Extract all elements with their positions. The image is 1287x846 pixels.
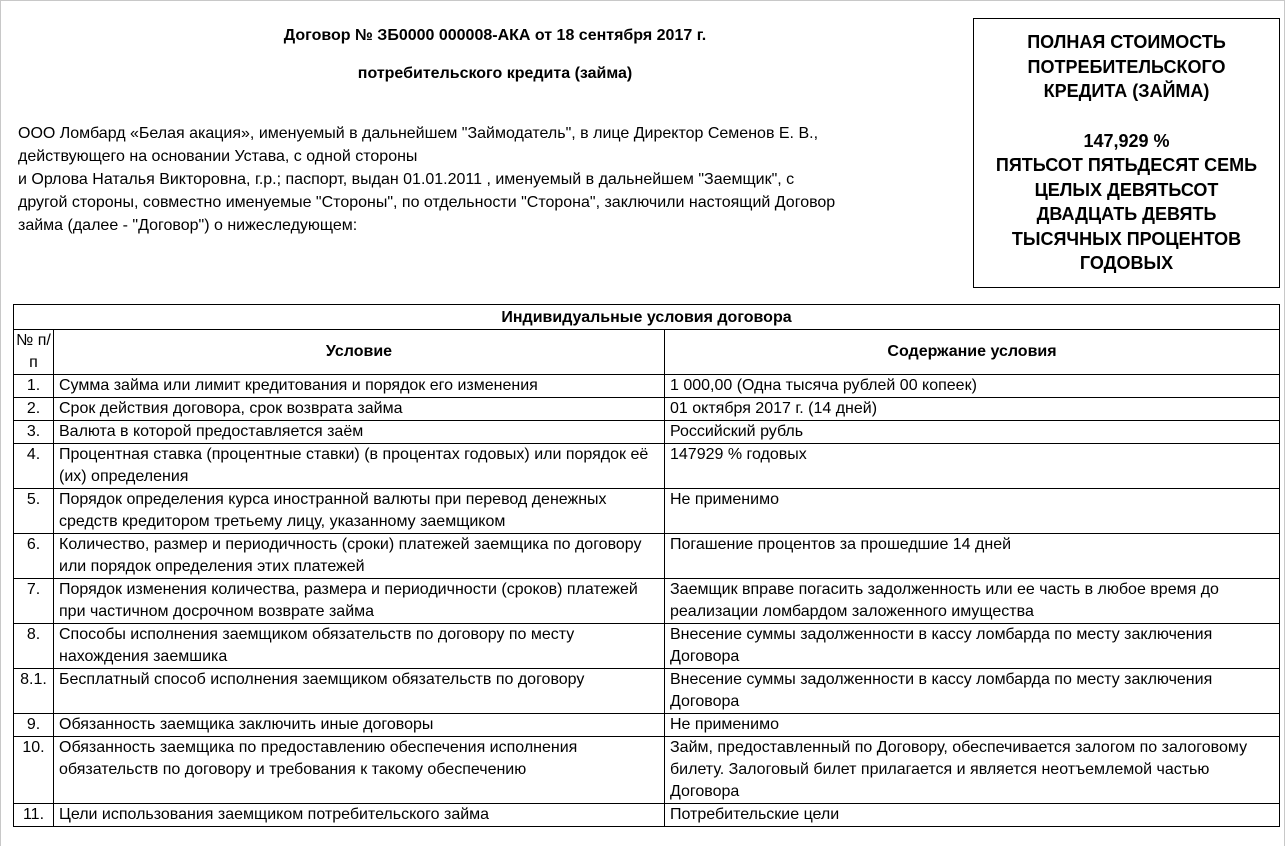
row-content: 01 октября 2017 г. (14 дней) <box>665 398 1280 421</box>
row-condition: Цели использования заемщиком потребительского займа <box>54 804 665 827</box>
row-content: 147929 % годовых <box>665 444 1280 489</box>
table-row <box>14 421 1280 444</box>
row-condition: Обязанность заемщика заключить иные договоры <box>54 714 665 737</box>
row-content: Российский рубль <box>665 421 1280 444</box>
row-number: 6. <box>14 534 54 579</box>
contract-intro: ООО Ломбард «Белая акация», именуемый в дальнейшем "Займодатель", в лице Директор Семенов Е. В., действующего на основании Устава, с одной стороны и Орлова Наталья Викторовна, г.р.; паспорт, выдан 01.01.2011 , именуемый в дальнейшем "Заемщик", с другой стороны, совместно именуемые "Стороны", по отдельности "Сторона", заключили настоящий Договор займа (далее - "Договор") о нижеследующем: <box>18 125 836 234</box>
row-number: 1. <box>14 375 54 398</box>
row-condition: Обязанность заемщика по предоставлению обеспечения исполнения обязательств по договору и требования к такому обеспечению <box>54 737 665 804</box>
row-number: 8. <box>14 624 54 669</box>
total-cost-box <box>973 18 1280 288</box>
table-row <box>14 398 1280 421</box>
row-condition: Срок действия договора, срок возврата займа <box>54 398 665 421</box>
row-number: 3. <box>14 421 54 444</box>
table-row <box>14 714 1280 737</box>
table-row <box>14 624 1280 669</box>
cost-heading: ПОЛНАЯ СТОИМОСТЬ ПОТРЕБИТЕЛЬСКОГО КРЕДИТА (ЗАЙМА) <box>1027 32 1226 101</box>
row-number: 10. <box>14 737 54 804</box>
table-caption: Индивидуальные условия договора <box>14 305 1280 330</box>
row-content: Потребительские цели <box>665 804 1280 827</box>
cost-percent: 147,929 % <box>1083 130 1170 151</box>
contract-title: Договор № ЗБ0000 000008-АКА от 18 сентября 2017 г. <box>283 27 707 44</box>
row-number: 11. <box>14 804 54 827</box>
row-number: 5. <box>14 489 54 534</box>
row-condition: Бесплатный способ исполнения заемщиком обязательств по договору <box>54 669 665 714</box>
table-row <box>14 669 1280 714</box>
row-content: Внесение суммы задолженности в кассу ломбарда по месту заключения Договора <box>665 624 1280 669</box>
row-content: 1 000,00 (Одна тысяча рублей 00 копеек) <box>665 375 1280 398</box>
table-row <box>14 804 1280 827</box>
row-content: Внесение суммы задолженности в кассу ломбарда по месту заключения Договора <box>665 669 1280 714</box>
table-row <box>14 579 1280 624</box>
column-header-number: № п/п <box>14 330 54 375</box>
individual-conditions-table <box>13 304 1280 827</box>
table-row <box>14 737 1280 804</box>
row-condition: Валюта в которой предоставляется заём <box>54 421 665 444</box>
row-content: Не применимо <box>665 489 1280 534</box>
row-content: Не применимо <box>665 714 1280 737</box>
row-condition: Количество, размер и периодичность (сроки) платежей заемщика по договору или порядок определения этих платежей <box>54 534 665 579</box>
row-condition: Способы исполнения заемщиком обязательств по договору по месту нахождения заемшика <box>54 624 665 669</box>
row-number: 9. <box>14 714 54 737</box>
row-content: Заемщик вправе погасить задолженность или ее часть в любое время до реализации ломбардом заложенного имущества <box>665 579 1280 624</box>
table-body <box>14 375 1280 827</box>
contract-subtitle: потребительского кредита (займа) <box>357 65 633 82</box>
cost-in-words: ПЯТЬСОТ ПЯТЬДЕСЯТ СЕМЬ ЦЕЛЫХ ДЕВЯТЬСОТ ДВАДЦАТЬ ДЕВЯТЬ ТЫСЯЧНЫХ ПРОЦЕНТОВ ГОДОВЫХ <box>995 155 1258 273</box>
table-row <box>14 375 1280 398</box>
column-header-content: Содержание условия <box>665 330 1280 375</box>
row-condition: Порядок изменения количества, размера и периодичности (сроков) платежей при частичном досрочном возврате займа <box>54 579 665 624</box>
table-row <box>14 444 1280 489</box>
row-number: 8.1. <box>14 669 54 714</box>
table-row <box>14 489 1280 534</box>
row-number: 2. <box>14 398 54 421</box>
row-number: 7. <box>14 579 54 624</box>
row-content: Погашение процентов за прошедшие 14 дней <box>665 534 1280 579</box>
row-number: 4. <box>14 444 54 489</box>
table-row <box>14 534 1280 579</box>
row-condition: Порядок определения курса иностранной валюты при перевод денежных средств кредитором третьему лицу, указанному заемщиком <box>54 489 665 534</box>
row-content: Займ, предоставленный по Договору, обеспечивается залогом по залоговому билету. Залоговый билет прилагается и является неотъемлемой частью Договора <box>665 737 1280 804</box>
row-condition: Процентная ставка (процентные ставки) (в процентах годовых) или порядок её (их) определения <box>54 444 665 489</box>
column-header-condition: Условие <box>54 330 665 375</box>
row-condition: Сумма займа или лимит кредитования и порядок его изменения <box>54 375 665 398</box>
